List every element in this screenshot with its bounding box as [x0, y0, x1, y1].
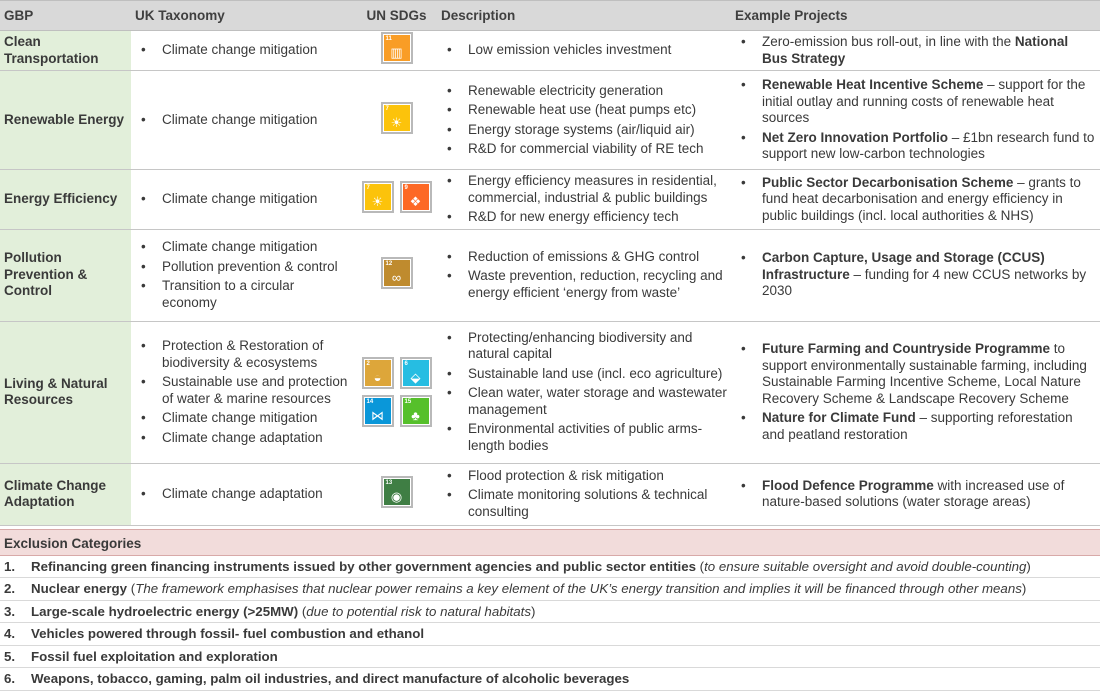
eye-globe-icon: ◉ — [390, 488, 403, 504]
sdg-icons — [362, 476, 432, 508]
header-gbp: GBP — [0, 1, 131, 31]
gbp-category: Pollution Prevention & Control — [0, 229, 131, 321]
sdg-number: 6 — [404, 361, 408, 367]
sdg-icons — [362, 257, 432, 289]
gbp-category: Living & Natural Resources — [0, 321, 131, 463]
example-projects-cell — [731, 71, 1100, 170]
description-list — [441, 173, 727, 226]
project-name: Net Zero Innovation Portfolio — [762, 129, 948, 145]
description-item: • Environmental activities of public arms-length bodies — [441, 421, 727, 454]
sdg-number: 11 — [385, 36, 392, 43]
project-text: – support for the initial outlay and running costs of renewable heat sources — [762, 77, 1086, 126]
gbp-category: Renewable Energy — [0, 71, 131, 170]
taxonomy-item: • Climate change mitigation — [135, 239, 352, 256]
exclusion-list — [0, 556, 1108, 691]
uk-taxonomy-cell — [131, 229, 356, 321]
description-item: • Sustainable land use (incl. eco agriculture) — [441, 366, 727, 383]
exclusion-text: Fossil fuel exploitation and exploration — [31, 648, 278, 664]
taxonomy-item: • Climate change mitigation — [135, 191, 352, 208]
sdg-7-sun-icon — [381, 102, 413, 134]
tree-icon: ♣ — [411, 408, 420, 423]
taxonomy-list — [135, 42, 352, 59]
exclusion-text: Nuclear energy — [31, 581, 128, 596]
description-item: • Energy storage systems (air/liquid air) — [441, 122, 727, 139]
description-cell — [437, 170, 731, 230]
sdg-number: 15 — [404, 399, 412, 405]
uk-taxonomy-cell — [131, 170, 356, 230]
un-sdgs-cell — [356, 71, 437, 170]
taxonomy-item: • Pollution prevention & control — [135, 259, 352, 276]
project-name: Flood Defence Programme — [762, 477, 934, 493]
un-sdgs-cell — [356, 170, 437, 230]
project-name: Nature for Climate Fund — [762, 410, 916, 425]
description-item: • R&D for commercial viability of RE tech — [441, 141, 727, 158]
projects-list — [735, 34, 1096, 67]
city-icon: ▥ — [390, 45, 403, 61]
table-row — [0, 71, 1100, 170]
description-item: • Waste prevention, reduction, recycling and energy efficient ‘energy from waste’ — [441, 268, 727, 301]
water-drop-icon: ⬙ — [410, 370, 421, 385]
description-cell — [437, 71, 731, 170]
bowl-icon: ◒ — [373, 370, 382, 385]
exclusion-text: Refinancing green financing instruments issued by other government agencies and public sector entities — [31, 558, 696, 574]
project-text: Zero-emission bus roll-out, in line with the — [762, 34, 1015, 49]
exclusion-number: 1. — [4, 558, 16, 574]
project-name: Renewable Heat Incentive Scheme — [762, 77, 984, 93]
sdg-12-infinity-icon — [381, 257, 413, 289]
taxonomy-item: • Climate change mitigation — [135, 112, 352, 129]
projects-list — [735, 175, 1096, 225]
sdg-icons — [362, 357, 432, 427]
gbp-category: Climate Change Adaptation — [0, 463, 131, 525]
description-item: • Flood protection & risk mitigation — [441, 468, 727, 485]
exclusion-text: Weapons, tobacco, gaming, palm oil industries, and direct manufacture of alcoholic beverages — [31, 671, 630, 686]
description-list — [441, 249, 727, 302]
exclusion-categories-heading: Exclusion Categories — [0, 529, 1100, 556]
projects-list — [735, 250, 1096, 300]
sdg-icons — [362, 102, 432, 134]
sun-icon: ☀ — [371, 194, 384, 209]
description-item: • Energy efficiency measures in residential, commercial, industrial & public buildings — [441, 173, 727, 206]
fish-icon: ⋈ — [371, 408, 384, 423]
project-item — [735, 130, 1096, 163]
table-row — [0, 170, 1100, 230]
gbp-category: Energy Efficiency — [0, 170, 131, 230]
project-item — [735, 77, 1096, 127]
description-cell — [437, 229, 731, 321]
table-row — [0, 321, 1100, 463]
description-list — [441, 468, 727, 521]
sdg-number: 9 — [404, 185, 408, 191]
exclusion-item — [0, 668, 1100, 691]
un-sdgs-cell — [356, 463, 437, 525]
taxonomy-item: • Climate change adaptation — [135, 430, 352, 447]
example-projects-cell — [731, 229, 1100, 321]
example-projects-cell — [731, 321, 1100, 463]
taxonomy-item: • Sustainable use and protection of water & marine resources — [135, 374, 352, 407]
projects-list — [735, 478, 1096, 511]
description-list — [441, 42, 727, 59]
sdg-number: 14 — [366, 399, 374, 405]
description-item: • Reduction of emissions & GHG control — [441, 249, 727, 266]
uk-taxonomy-cell — [131, 321, 356, 463]
project-item — [735, 34, 1096, 67]
header-uk-taxonomy: UK Taxonomy — [131, 1, 356, 31]
sdg-number: 12 — [385, 260, 393, 267]
description-list — [441, 83, 727, 158]
taxonomy-list — [135, 112, 352, 129]
projects-list — [735, 77, 1096, 163]
description-cell — [437, 463, 731, 525]
exclusion-note: to ensure suitable oversight and avoid double-counting — [704, 558, 1027, 574]
description-cell — [437, 31, 731, 71]
project-item — [735, 175, 1096, 225]
gbp-category: Clean Transportation — [0, 31, 131, 71]
exclusion-item: 1. Refinancing green financing instruments issued by other government agencies and public sector entities (to ensure suitable oversight and avoid double-counting) — [0, 556, 1100, 579]
project-item — [735, 410, 1096, 443]
un-sdgs-cell — [356, 229, 437, 321]
project-name: Carbon Capture, Usage and Storage (CCUS) Infrastructure — [762, 250, 1045, 282]
exclusion-note: The framework emphasises that nuclear power remains a key element of the UK’s energy transition and implies it will be financed through other means — [135, 581, 1022, 596]
uk-taxonomy-cell — [131, 31, 356, 71]
description-list — [441, 330, 727, 455]
description-cell — [437, 321, 731, 463]
exclusion-note: due to potential risk to natural habitats — [306, 603, 531, 619]
table-header-row — [0, 1, 1100, 31]
sdg-number: 13 — [385, 479, 393, 486]
description-item: • Clean water, water storage and wastewater management — [441, 385, 727, 418]
table-row — [0, 229, 1100, 321]
sdg-11-city-icon — [381, 32, 413, 64]
infinity-icon: ∞ — [391, 269, 402, 285]
exclusion-number: 6. — [4, 671, 16, 686]
example-projects-cell — [731, 170, 1100, 230]
sdg-number: 7 — [366, 185, 370, 191]
taxonomy-list — [135, 486, 352, 503]
sdg-2-bowl-icon — [362, 357, 394, 389]
table-row — [0, 463, 1100, 525]
project-item — [735, 250, 1096, 300]
example-projects-cell — [731, 463, 1100, 525]
sdg-7-sun-icon — [362, 181, 394, 213]
uk-taxonomy-cell — [131, 463, 356, 525]
example-projects-cell — [731, 31, 1100, 71]
sdg-number: 7 — [385, 105, 389, 112]
table-row — [0, 31, 1100, 71]
taxonomy-list — [135, 191, 352, 208]
projects-list — [735, 341, 1096, 443]
project-text: to support environmentally sustainable farming, including Sustainable Farming Incentive Scheme, Local Nature Recovery Scheme & Landscape Recovery Scheme — [762, 341, 1087, 406]
header-description: Description — [437, 1, 731, 31]
header-example-projects: Example Projects — [731, 1, 1100, 31]
project-text: – supporting reforestation and peatland restoration — [762, 410, 1073, 442]
project-item — [735, 478, 1096, 511]
description-item: • Low emission vehicles investment — [441, 42, 727, 59]
sdg-icons — [362, 32, 432, 64]
exclusion-number: 5. — [4, 648, 16, 664]
sdg-icons — [362, 181, 432, 213]
project-text: – grants to fund heat decarbonisation and energy efficiency in public buildings (incl. local authorities & NHS) — [762, 174, 1081, 223]
sdg-15-tree-icon — [400, 395, 432, 427]
taxonomy-list — [135, 338, 352, 446]
cubes-icon: ❖ — [409, 194, 422, 209]
description-item: • Renewable electricity generation — [441, 83, 727, 100]
project-text: with increased use of nature-based solutions (water storage areas) — [762, 477, 1065, 509]
description-item: • Protecting/enhancing biodiversity and natural capital — [441, 330, 727, 363]
description-item: • Renewable heat use (heat pumps etc) — [441, 102, 727, 119]
exclusion-number: 4. — [4, 626, 16, 641]
taxonomy-item: • Climate change mitigation — [135, 410, 352, 427]
taxonomy-item: • Climate change adaptation — [135, 486, 352, 503]
project-text: – funding for 4 new CCUS networks by 2030 — [762, 266, 1087, 299]
sdg-14-fish-icon — [362, 395, 394, 427]
sdg-9-cubes-icon — [400, 181, 432, 213]
exclusion-item: 3. Large-scale hydroelectric energy (>25MW) (due to potential risk to natural habitats) — [0, 601, 1100, 624]
exclusion-item: 2. Nuclear energy (The framework emphasises that nuclear power remains a key element of the UK’s energy transition and implies it will be financed through other means) — [0, 578, 1100, 601]
sdg-6-water-drop-icon — [400, 357, 432, 389]
description-item: • Climate monitoring solutions & technical consulting — [441, 487, 727, 520]
taxonomy-item: • Climate change mitigation — [135, 42, 352, 59]
header-un-sdgs: UN SDGs — [356, 1, 437, 31]
exclusion-text: Large-scale hydroelectric energy (>25MW) — [31, 603, 299, 619]
exclusion-text: Vehicles powered through fossil- fuel combustion and ethanol — [31, 626, 425, 641]
project-name: Public Sector Decarbonisation Scheme — [762, 174, 1014, 190]
project-name: Future Farming and Countryside Programme — [762, 341, 1051, 356]
description-item: • R&D for new energy efficiency tech — [441, 209, 727, 226]
exclusion-number: 3. — [4, 603, 16, 619]
sun-icon: ☀ — [390, 114, 403, 130]
exclusion-number: 2. — [4, 581, 16, 596]
taxonomy-list — [135, 239, 352, 311]
sdg-13-eye-globe-icon — [381, 476, 413, 508]
project-name: National Bus Strategy — [762, 34, 1069, 66]
exclusion-item — [0, 623, 1100, 646]
uk-taxonomy-cell — [131, 71, 356, 170]
project-text: – £1bn research fund to support new low-carbon technologies — [762, 129, 1095, 162]
taxonomy-item: • Transition to a circular economy — [135, 278, 352, 311]
un-sdgs-cell — [356, 31, 437, 71]
un-sdgs-cell — [356, 321, 437, 463]
taxonomy-item: • Protection & Restoration of biodiversity & ecosystems — [135, 338, 352, 371]
sdg-number: 2 — [366, 361, 370, 367]
exclusion-item — [0, 646, 1100, 669]
project-item — [735, 341, 1096, 407]
